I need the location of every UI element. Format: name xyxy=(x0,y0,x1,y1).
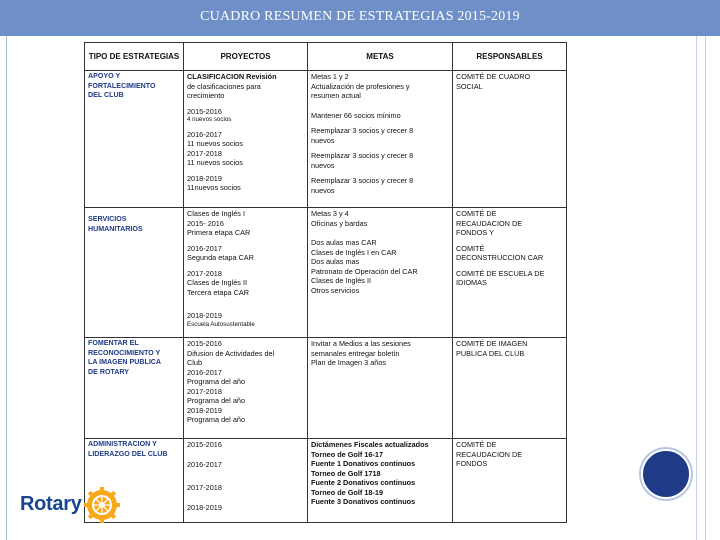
goals-cell: Dictámenes Fiscales actualizados Torneo de Golf 16-17 Fuente 1 Donativos continuos Torneo de Golf 1718 Fuente 2 Donativos continuos Torneo de Golf 18-19 Fuente 3 Donativos continuos xyxy=(308,439,453,523)
projects-cell: Clases de Inglés I 2015- 2016 Primera etapa CAR 2016-2017 Segunda etapa CAR 2017-2018 Clases de Inglés II Tercera etapa CAR 2018-2019 Escuela Autosustentable xyxy=(184,208,308,338)
rotary-wheel-icon xyxy=(82,485,122,525)
goals-cell: Metas 1 y 2 Actualización de profesiones y resumen actual Mantener 66 socios mínimo Reemplazar 3 socios y crecer 8 nuevos Reemplazar 3 socios y crecer 8 nuevos Reemplazar 3 socios y crecer 8 nuevos xyxy=(308,71,453,208)
slide-title: CUADRO RESUMEN DE ESTRATEGIAS 2015-2019 xyxy=(200,9,520,24)
header-metas: METAS xyxy=(308,43,453,71)
strategy-type-cell: SERVICIOS HUMANITARIOS xyxy=(85,208,184,338)
header-proyectos: PROYECTOS xyxy=(184,43,308,71)
slide-title-bar xyxy=(0,0,720,36)
goals-cell: Metas 3 y 4 Oficinas y bardas Dos aulas mas CAR Clases de Inglés I en CAR Dos aulas mas Patronato de Operación del CAR Clases de Inglés II Otros servicios xyxy=(308,208,453,338)
responsible-cell: COMITÉ DE RECAUDACION DE FONDOS xyxy=(453,439,567,523)
right-border-line-outer xyxy=(705,36,706,540)
projects-cell: 2015-2016 2016-2017 2017-2018 2018-2019 xyxy=(184,439,308,523)
header-tipo: TIPO DE ESTRATEGIAS xyxy=(85,43,184,71)
projects-cell: 2015-2016 Difusion de Actividades del Club 2016-2017 Programa del año 2017-2018 Programa del año 2018-2019 Programa del año xyxy=(184,338,308,439)
strategy-type-cell: FOMENTAR EL RECONOCIMIENTO Y LA IMAGEN PUBLICA DE ROTARY xyxy=(85,338,184,439)
responsible-cell: COMITÉ DE CUADRO SOCIAL xyxy=(453,71,567,208)
table-row xyxy=(85,439,567,523)
header-responsables: RESPONSABLES xyxy=(453,43,567,71)
decorative-blue-circle xyxy=(641,449,691,499)
table-row xyxy=(85,71,567,208)
left-border-line xyxy=(6,36,7,540)
table-row xyxy=(85,338,567,439)
strategy-type-cell: APOYO Y FORTALECIMIENTO DEL CLUB xyxy=(85,71,184,208)
table-row xyxy=(85,208,567,338)
rotary-wordmark: Rotary xyxy=(20,493,82,515)
projects-cell: CLASIFICACION Revisión de clasificaciones para crecimiento 2015-2016 4 nuevos socios 2016-2017 11 nuevos socios 2017-2018 11 nuevos socios 2018-2019 11nuevos socios xyxy=(184,71,308,208)
rotary-logo xyxy=(16,484,126,526)
strategy-type-cell: ADMINISTRACION Y LIDERAZGO DEL CLUB xyxy=(85,439,184,523)
strategy-summary-table xyxy=(84,42,567,523)
goals-cell: Invitar a Medios a las sesiones semanales entregar boletín Plan de Imagen 3 años xyxy=(308,338,453,439)
table-header-row xyxy=(85,43,567,71)
responsible-cell: COMITÉ DE RECAUDACION DE FONDOS Y COMITÉ DECONSTRUCCION CAR COMITÉ DE ESCUELA DE IDIOMAS xyxy=(453,208,567,338)
responsible-cell: COMITÉ DE IMAGEN PUBLICA DEL CLUB xyxy=(453,338,567,439)
right-border-line xyxy=(696,36,697,540)
